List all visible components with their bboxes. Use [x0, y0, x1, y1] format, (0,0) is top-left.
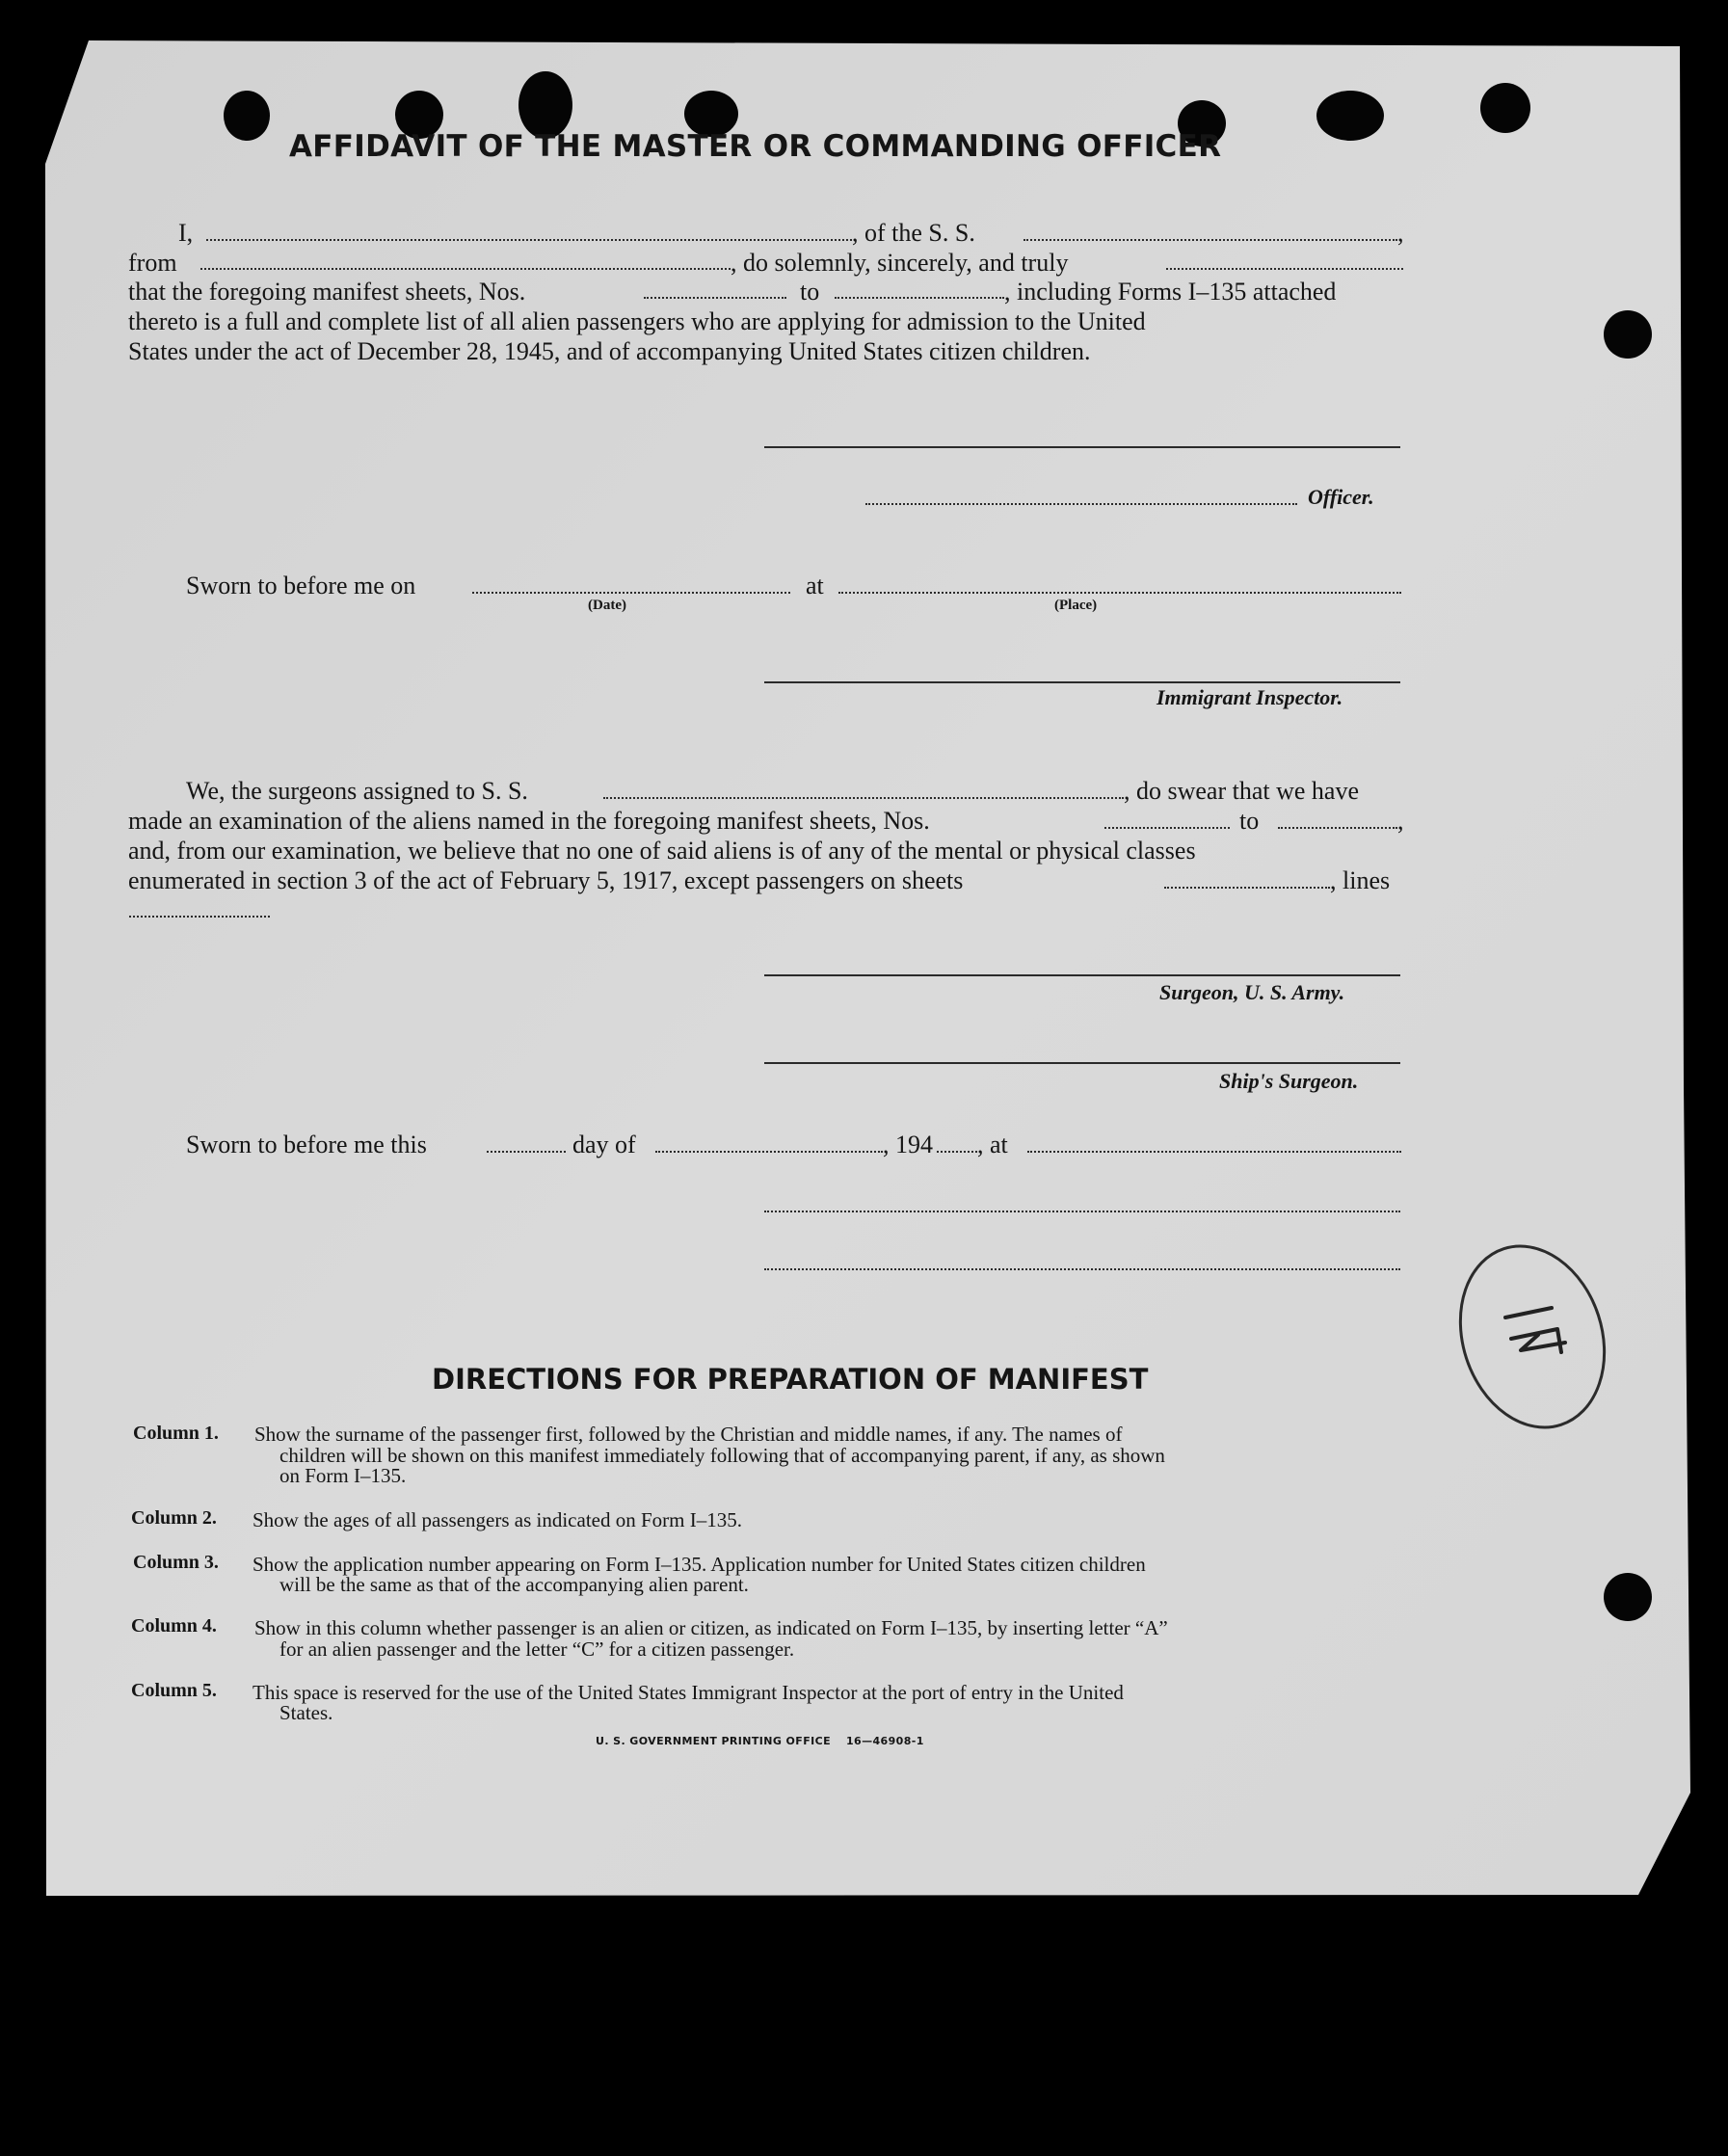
- affidavit-from: from: [128, 249, 177, 277]
- column-3-text-line1: Show the application number appearing on Form I–135. Application number for United States citizen children: [253, 1553, 1146, 1576]
- directions-title: DIRECTIONS FOR PREPARATION OF MANIFEST: [432, 1363, 1149, 1396]
- punch-hole: [1604, 310, 1652, 359]
- ship-surgeon-label: Ship's Surgeon.: [1219, 1069, 1359, 1093]
- handwritten-mark: [1492, 1296, 1579, 1373]
- master-name-field[interactable]: [206, 239, 852, 241]
- column-1-text-line1: Show the surname of the passenger first, followed by the Christian and middle names, if any. The names of: [254, 1423, 1123, 1446]
- army-surgeon-signature-line[interactable]: [764, 974, 1400, 976]
- ship-name-field[interactable]: [1024, 239, 1397, 241]
- column-2-label: Column 2.: [131, 1507, 217, 1529]
- column-5-text-line1: This space is reserved for the use of the United States Immigrant Inspector at the port of entry in the United: [253, 1681, 1124, 1704]
- column-1-label: Column 1.: [133, 1423, 219, 1444]
- affidavit-line3: that the foregoing manifest sheets, Nos.: [128, 278, 526, 306]
- column-3-label: Column 3.: [133, 1552, 219, 1573]
- affidavit-line5: States under the act of December 28, 1945, and of accompanying United States citizen children.: [128, 337, 1091, 365]
- sworn-place-field[interactable]: [838, 592, 1401, 594]
- column-4-text-line2: for an alien passenger and the letter “C” for a citizen passenger.: [279, 1637, 795, 1661]
- column-1-text-line3: on Form I–135.: [279, 1464, 407, 1487]
- punch-hole: [1480, 83, 1530, 133]
- punch-hole: [1604, 1573, 1652, 1621]
- affidavit-to: to: [800, 278, 820, 306]
- inspector-signature-line[interactable]: [764, 681, 1400, 683]
- affidavit-line4: thereto is a full and complete list of all alien passengers who are applying for admission to the United: [128, 307, 1146, 335]
- sworn-day-of: day of: [572, 1131, 636, 1158]
- sworn-at-2: , at: [977, 1131, 1008, 1158]
- comma: ,: [1397, 807, 1404, 835]
- master-signature-line[interactable]: [764, 446, 1400, 448]
- surgeons-line1: We, the surgeons assigned to S. S.: [186, 777, 528, 805]
- column-2-text-line1: Show the ages of all passengers as indicated on Form I–135.: [253, 1508, 742, 1531]
- comma: ,: [1397, 219, 1404, 247]
- officer-title-line[interactable]: [865, 503, 1297, 505]
- official-signature-line[interactable]: [764, 1211, 1400, 1212]
- column-4-text-line1: Show in this column whether passenger is an alien or citizen, as indicated on Form I–135, by inserting letter “A”: [254, 1616, 1168, 1639]
- punch-hole: [224, 91, 270, 141]
- column-1-text-line2: children will be shown on this manifest immediately following that of accompanying parent, if any, as shown: [279, 1444, 1165, 1467]
- affidavit-title: AFFIDAVIT OF THE MASTER OR COMMANDING OFFICER: [289, 129, 1222, 164]
- inspector-label: Immigrant Inspector.: [1156, 685, 1343, 709]
- sworn-month-field[interactable]: [655, 1151, 883, 1153]
- place-caption: (Place): [1054, 598, 1098, 613]
- surgeons-line1-rest: , do swear that we have: [1124, 777, 1360, 805]
- surgeons-lines: , lines: [1330, 866, 1391, 894]
- lines-field[interactable]: [129, 916, 270, 918]
- except-sheets-field[interactable]: [1164, 887, 1330, 889]
- surgeon-ship-field[interactable]: [603, 797, 1124, 799]
- affidavit-i: I,: [178, 219, 194, 247]
- from-port-field[interactable]: [200, 268, 731, 270]
- column-5-label: Column 5.: [131, 1680, 217, 1701]
- ship-surgeon-signature-line[interactable]: [764, 1062, 1400, 1064]
- surgeons-line3: and, from our examination, we believe that no one of said aliens is of any of the mental or physical classes: [128, 837, 1196, 865]
- affidavit-of-ss: , of the S. S.: [852, 219, 975, 247]
- swear-field[interactable]: [1166, 268, 1403, 270]
- column-5-text-line2: States.: [279, 1701, 333, 1724]
- surgeon-sheets-from-field[interactable]: [1104, 827, 1230, 829]
- official-title-line[interactable]: [764, 1268, 1400, 1270]
- sworn-date-field[interactable]: [472, 592, 790, 594]
- surgeons-to: to: [1239, 807, 1260, 835]
- sworn-before-label: Sworn to before me on: [186, 572, 416, 599]
- surgeons-line2: made an examination of the aliens named in the foregoing manifest sheets, Nos.: [128, 807, 930, 835]
- sheets-to-field[interactable]: [835, 297, 1004, 299]
- sworn-at: at: [806, 572, 824, 599]
- sworn-year-field[interactable]: [937, 1151, 977, 1153]
- affidavit-solemnly: , do solemnly, sincerely, and truly: [731, 249, 1069, 277]
- sheets-from-field[interactable]: [644, 297, 786, 299]
- surgeons-line4: enumerated in section 3 of the act of February 5, 1917, except passengers on sheets: [128, 866, 964, 894]
- punch-hole: [1316, 91, 1384, 141]
- affidavit-line3-rest: , including Forms I–135 attached: [1004, 278, 1337, 306]
- form-code: 16—46908-1: [846, 1735, 924, 1747]
- sworn-day-field[interactable]: [487, 1151, 566, 1153]
- surgeon-sheets-to-field[interactable]: [1278, 827, 1397, 829]
- column-4-label: Column 4.: [131, 1615, 217, 1637]
- army-surgeon-label: Surgeon, U. S. Army.: [1159, 980, 1345, 1004]
- officer-label: Officer.: [1308, 485, 1374, 509]
- sworn-place-field-2[interactable]: [1027, 1151, 1401, 1153]
- sworn-this-label: Sworn to before me this: [186, 1131, 427, 1158]
- date-caption: (Date): [588, 598, 626, 613]
- printer-imprint: U. S. GOVERNMENT PRINTING OFFICE: [596, 1735, 832, 1747]
- column-3-text-line2: will be the same as that of the accompanying alien parent.: [279, 1573, 749, 1596]
- sworn-year: , 194: [883, 1131, 933, 1158]
